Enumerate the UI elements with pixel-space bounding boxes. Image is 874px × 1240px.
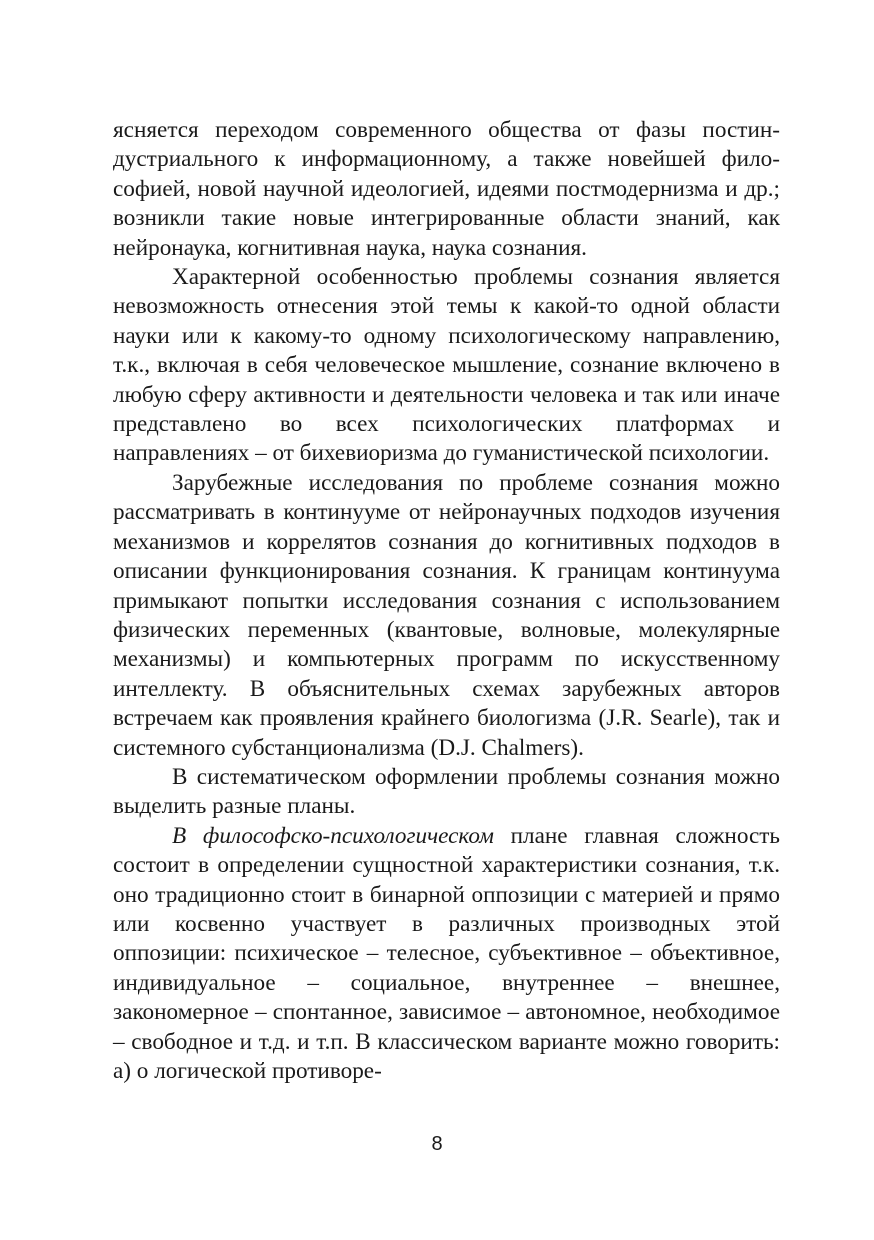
paragraph-continuation: [113, 116, 780, 263]
paragraph-foreign-research: [113, 469, 780, 763]
paragraph-text: Зарубежные исследования по проблеме сознания можно рассматривать в континууме от нейронаучных подходов изучения механизмов и коррелятов сознания до когнитивных подходов в описании функционирования сознания. К границам континуума примыкают попытки исследования сознания с использованием физических переменных (квантовые, волновые, молекулярные механизмы) и компьютерных программ по искусственному интеллекту. В объяснительных схемах зарубежных авторов встречаем как проявления крайнего биологизма (J.R. Searle), так и системного субстанционализма (D.J. Chalmers).: [113, 469, 780, 761]
paragraph-systematic-planes: [113, 763, 780, 822]
page-number: 8: [431, 1133, 443, 1155]
paragraph-philosophical-plane: [113, 822, 780, 1087]
paragraph-text: В систематическом оформлении проблемы сознания можно выделить разные планы.: [113, 763, 780, 820]
paragraph-consciousness-features: [113, 263, 780, 469]
paragraph-lead-italic: В философско-психологическом: [172, 822, 494, 849]
paragraph-text: ясняется переходом современного общества от фазы постиндустриального к информационному, а также новейшей философией, новой научной идеологией, идеями постмодернизма и др.; возникли такие новые интегрированные области знаний, как нейронаука, когнитивная наука, наука сознания.: [113, 117, 780, 261]
paragraph-text: плане главная сложность состоит в определении сущностной характеристики сознания, т.к. оно традиционно стоит в бинарной оппозиции с материей и прямо или косвенно участвует в различных производных этой оппозиции: психическое – телесное, субъективное – объективное, индивидуальное – социальное, внутреннее – внешнее, закономерное – спонтанное, зависимое – автономное, необходимое – свободное и т.д. и т.п. В классическом варианте можно говорить: а) о логической противоре-: [113, 822, 780, 1084]
page-body: [113, 116, 780, 1086]
paragraph-text: Характерной особенностью проблемы сознания является невозможность отнесения этой темы к какой-то одной области науки или к какому-то одному психологическому направлению, т.к., включая в себя человеческое мышление, сознание включено в любую сферу активности и деятельности человека и так или иначе представлено во всех психологических платформах и направлениях – от бихевиоризма до гуманистической психологии.: [113, 264, 780, 467]
